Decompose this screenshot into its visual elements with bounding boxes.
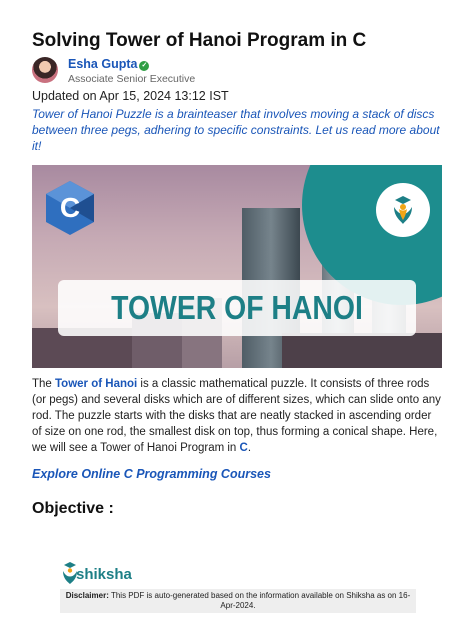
section-heading-objective: Objective : bbox=[32, 500, 114, 517]
body-paragraph bbox=[32, 376, 444, 456]
explore-label: Explore bbox=[32, 467, 82, 481]
tower-of-hanoi-link[interactable]: Tower of Hanoi bbox=[55, 378, 138, 390]
author-role: Associate Senior Executive bbox=[68, 73, 196, 85]
body-text: The bbox=[32, 378, 56, 390]
body-text: . bbox=[247, 442, 252, 454]
avatar[interactable] bbox=[32, 57, 58, 83]
hero-banner bbox=[32, 165, 442, 368]
author-name[interactable] bbox=[68, 57, 149, 71]
skyline-shape bbox=[282, 333, 442, 368]
disclaimer-label: Disclaimer: bbox=[65, 591, 109, 600]
banner-title: TOWER OF HANOI bbox=[111, 289, 363, 326]
pdf-disclaimer bbox=[60, 589, 416, 613]
c-language-link[interactable]: C bbox=[239, 442, 248, 454]
online-c-courses-link[interactable]: Online C Programming Courses bbox=[81, 467, 271, 481]
shiksha-footer-logo[interactable] bbox=[62, 561, 152, 587]
explore-line bbox=[32, 467, 271, 481]
banner-title-panel bbox=[58, 280, 416, 336]
c-language-logo-icon bbox=[44, 179, 96, 237]
article-intro: Tower of Hanoi Puzzle is a brainteaser that involves moving a stack of discs between three pegs, adhering to specific constraints. Let us read more about it! bbox=[32, 107, 440, 153]
shiksha-badge-icon bbox=[376, 183, 430, 237]
shiksha-logo-text: shiksha bbox=[76, 566, 132, 583]
article-title: Solving Tower of Hanoi Program in C bbox=[32, 30, 367, 51]
author-name-text[interactable]: Esha Gupta bbox=[68, 57, 138, 71]
c-logo-letter: C bbox=[59, 192, 81, 223]
body-text: is a classic mathematical puzzle. It consists of three rods (or pegs) and several disks which are of different sizes, which can slide onto any rod. The puzzle starts with the disks that are neatly stacked in ascending order of size on one rod, the smallest disk on top, thus forming a conical shape. Here, we will see a Tower of Hanoi Program in bbox=[32, 378, 441, 454]
shiksha-mark-icon bbox=[391, 195, 415, 225]
disclaimer-text: This PDF is auto-generated based on the information available on Shiksha as on 16-Apr-2024. bbox=[108, 591, 411, 610]
updated-date: Updated on Apr 15, 2024 13:12 IST bbox=[32, 89, 229, 103]
verified-check-icon: ✓ bbox=[139, 61, 149, 71]
